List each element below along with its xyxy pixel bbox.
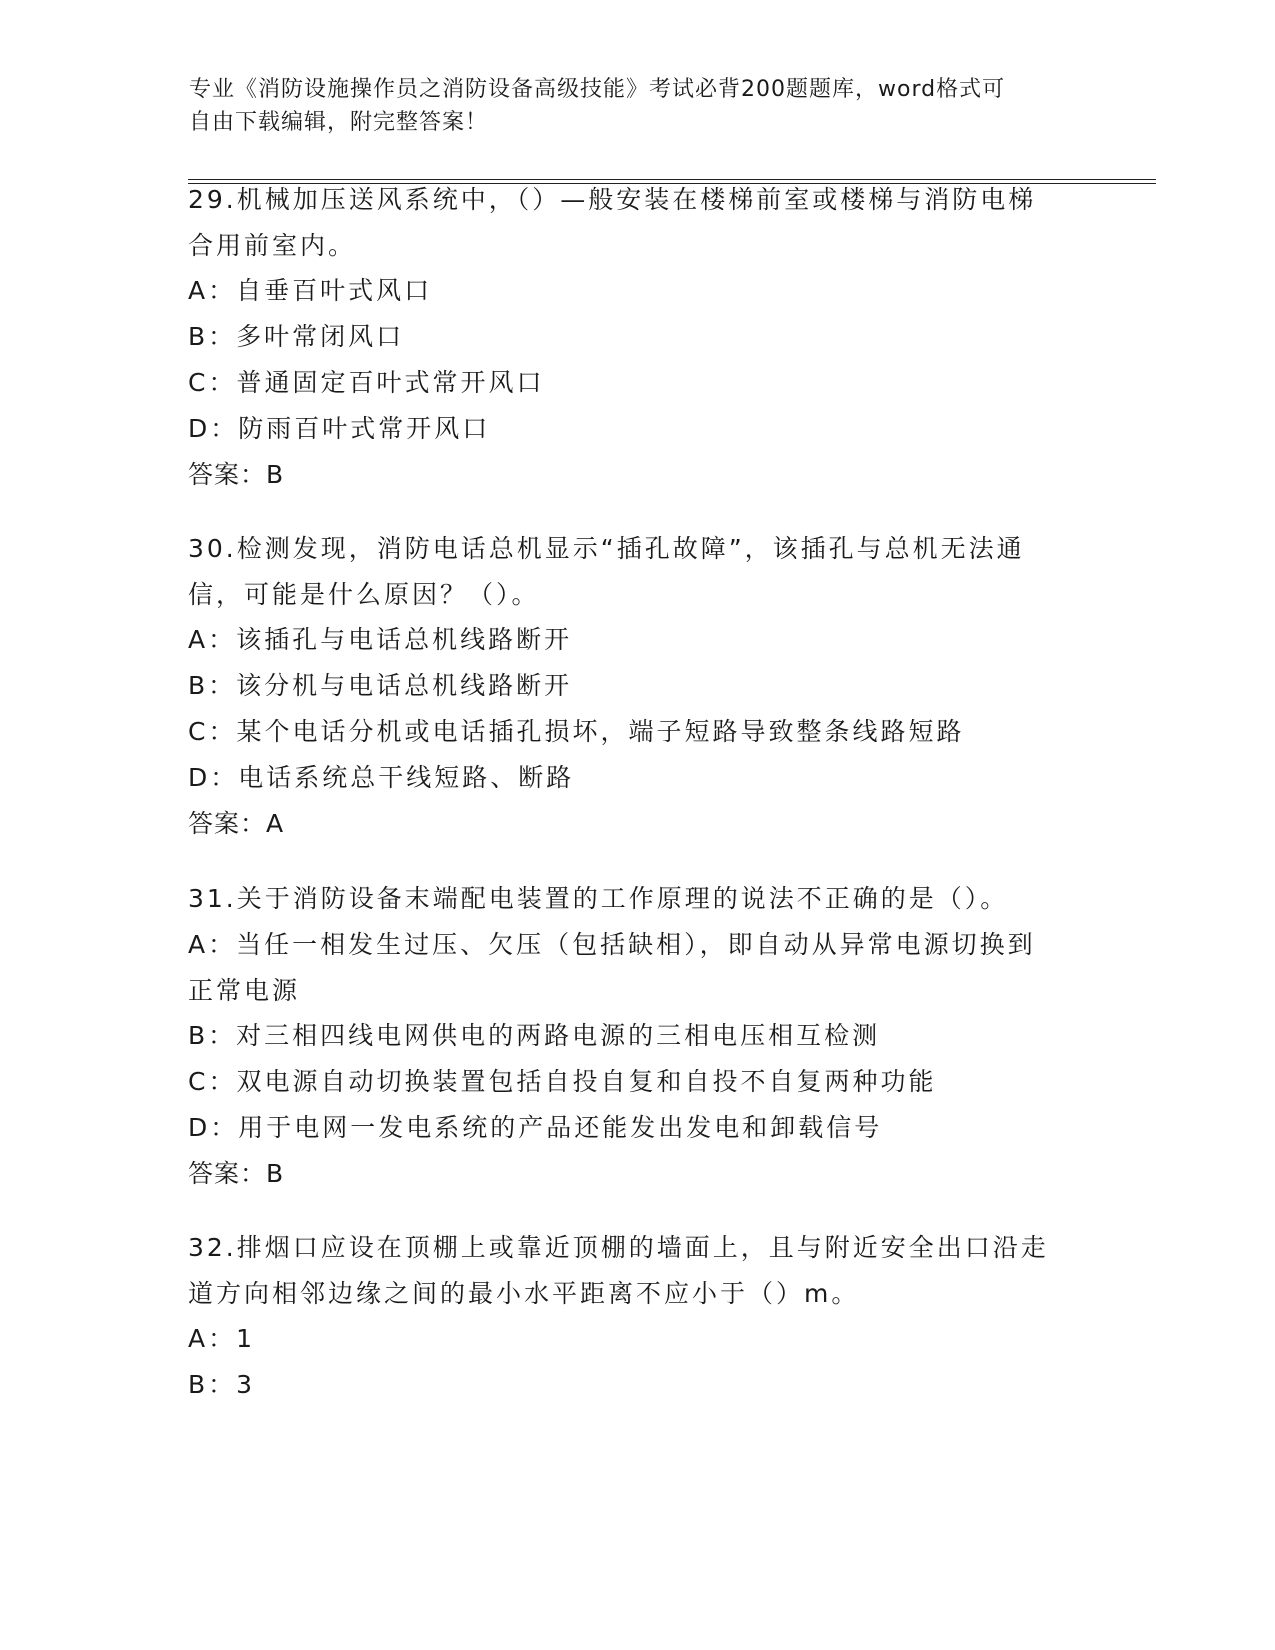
option-c: C：双电源自动切换装置包括自投自复和自投不自复两种功能 xyxy=(188,1067,937,1096)
option-a: A：当任一相发生过压、欠压（包括缺相），即自动从异常电源切换到 xyxy=(188,930,1036,959)
question-stem-continued: 合用前室内。 xyxy=(188,231,357,260)
option-a: A：自垂百叶式风口 xyxy=(188,276,433,305)
option-c: C：普通固定百叶式常开风口 xyxy=(188,368,545,397)
option-b: B：该分机与电话总机线路断开 xyxy=(188,671,573,700)
header-line-1: 专业《消防设施操作员之消防设备高级技能》考试必背200题题库，word格式可 xyxy=(189,77,1006,102)
question-30 xyxy=(188,526,1088,847)
option-a-continued: 正常电源 xyxy=(188,976,301,1005)
answer: 答案：B xyxy=(188,1159,285,1188)
option-b: B：3 xyxy=(188,1370,256,1399)
option-d: D：电话系统总干线短路、断路 xyxy=(188,763,575,792)
document-header xyxy=(189,73,1089,139)
question-stem-continued: 信，可能是什么原因？（）。 xyxy=(188,580,540,609)
option-c: C：某个电话分机或电话插孔损坏，端子短路导致整条线路短路 xyxy=(188,717,965,746)
answer: 答案：B xyxy=(188,460,285,489)
question-stem-continued: 道方向相邻边缘之间的最小水平距离不应小于（）m。 xyxy=(188,1279,860,1308)
option-b: B：多叶常闭风口 xyxy=(188,322,405,351)
question-stem: 30.检测发现，消防电话总机显示“插孔故障”，该插孔与总机无法通 xyxy=(188,534,1025,563)
question-stem: 29.机械加压送风系统中，（）—般安装在楼梯前室或楼梯与消防电梯 xyxy=(188,185,1037,214)
header-line-2: 自由下载编辑，附完整答案！ xyxy=(189,110,489,135)
question-stem: 31.关于消防设备末端配电装置的工作原理的说法不正确的是（）。 xyxy=(188,884,1009,913)
question-29 xyxy=(188,177,1088,498)
question-32 xyxy=(188,1225,1088,1408)
option-b: B：对三相四线电网供电的两路电源的三相电压相互检测 xyxy=(188,1021,881,1050)
question-31 xyxy=(188,876,1088,1197)
option-a: A：1 xyxy=(188,1324,256,1353)
question-stem: 32.排烟口应设在顶棚上或靠近顶棚的墙面上，且与附近安全出口沿走 xyxy=(188,1233,1049,1262)
option-d: D：用于电网一发电系统的产品还能发出发电和卸载信号 xyxy=(188,1113,883,1142)
option-d: D：防雨百叶式常开风口 xyxy=(188,414,491,443)
option-a: A：该插孔与电话总机线路断开 xyxy=(188,625,573,654)
answer: 答案：A xyxy=(188,809,285,838)
